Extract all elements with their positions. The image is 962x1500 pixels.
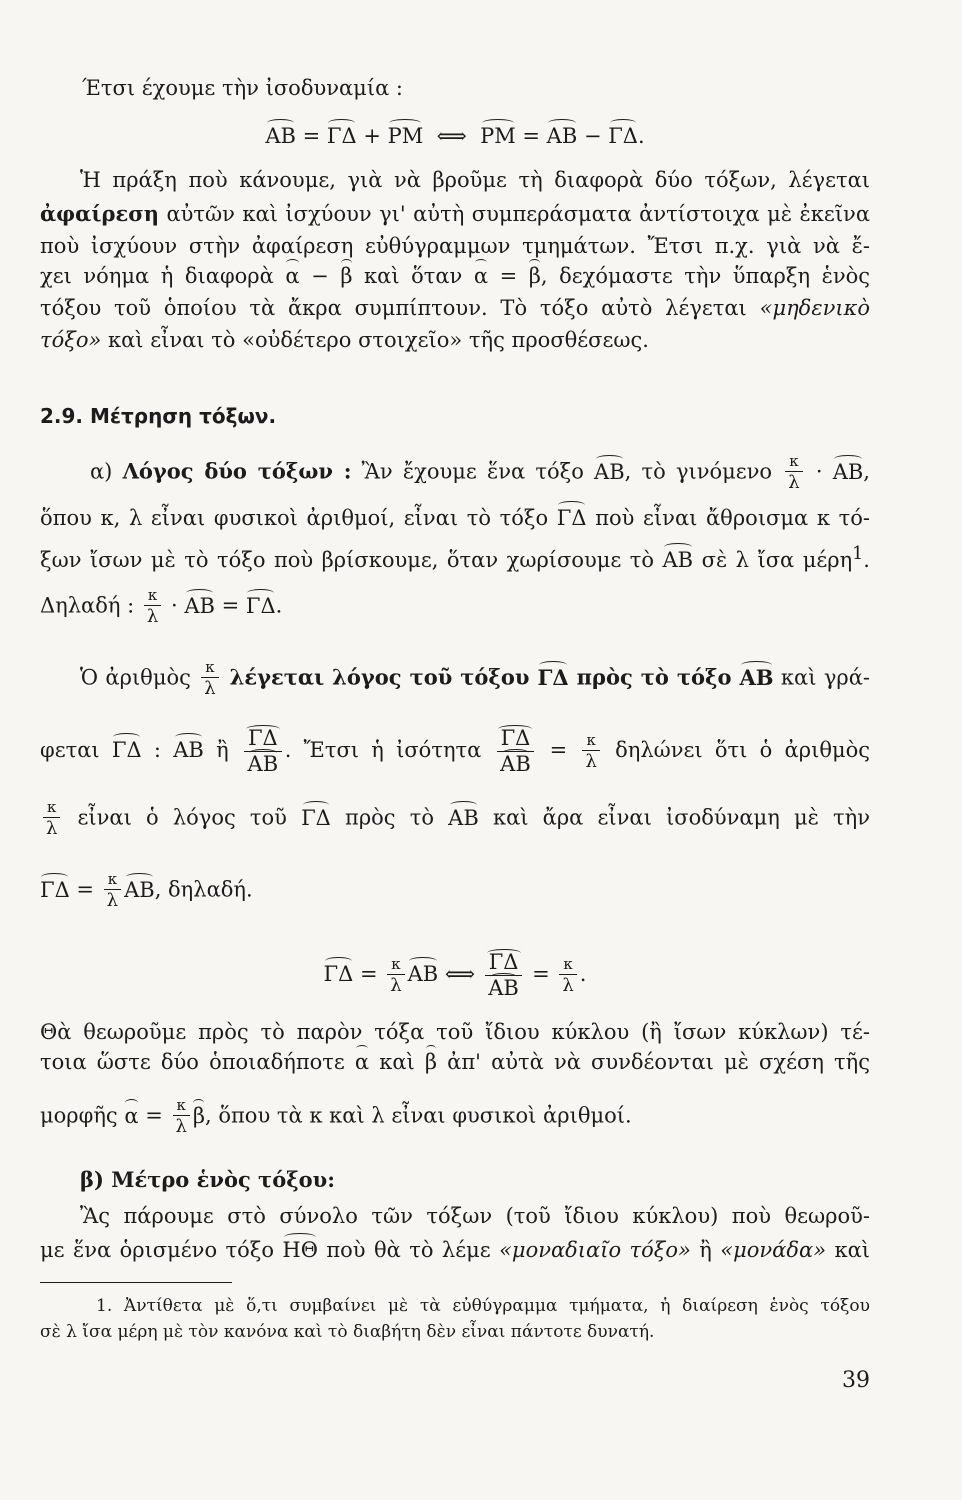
equivalence-formula: ΑΒ = ΓΔ + ΡΜ ⟺ ΡΜ = ΑΒ − ΓΔ.: [265, 124, 645, 148]
fraction-k-over-l: $\frac{\kappa}{\lambda}$: [785, 454, 802, 492]
footnote-rule: [40, 1282, 232, 1283]
ratio-formula: ΓΔ = $\frac{\kappa}{\lambda}$ ΑΒ ⟺ $\frac{\Gamma\Delta}{AB}$ = $\frac{\kappa}{\lambda}$ .: [323, 950, 587, 1000]
page-number: 39: [842, 1368, 870, 1393]
section-title: 2.9. Μέτρηση τόξων.: [40, 404, 277, 428]
intro-line: Έτσι έχουμε τὴν ἰσοδυναμία :: [82, 76, 403, 100]
subsection-title: β) Μέτρο ἑνὸς τόξου:: [80, 1167, 335, 1192]
